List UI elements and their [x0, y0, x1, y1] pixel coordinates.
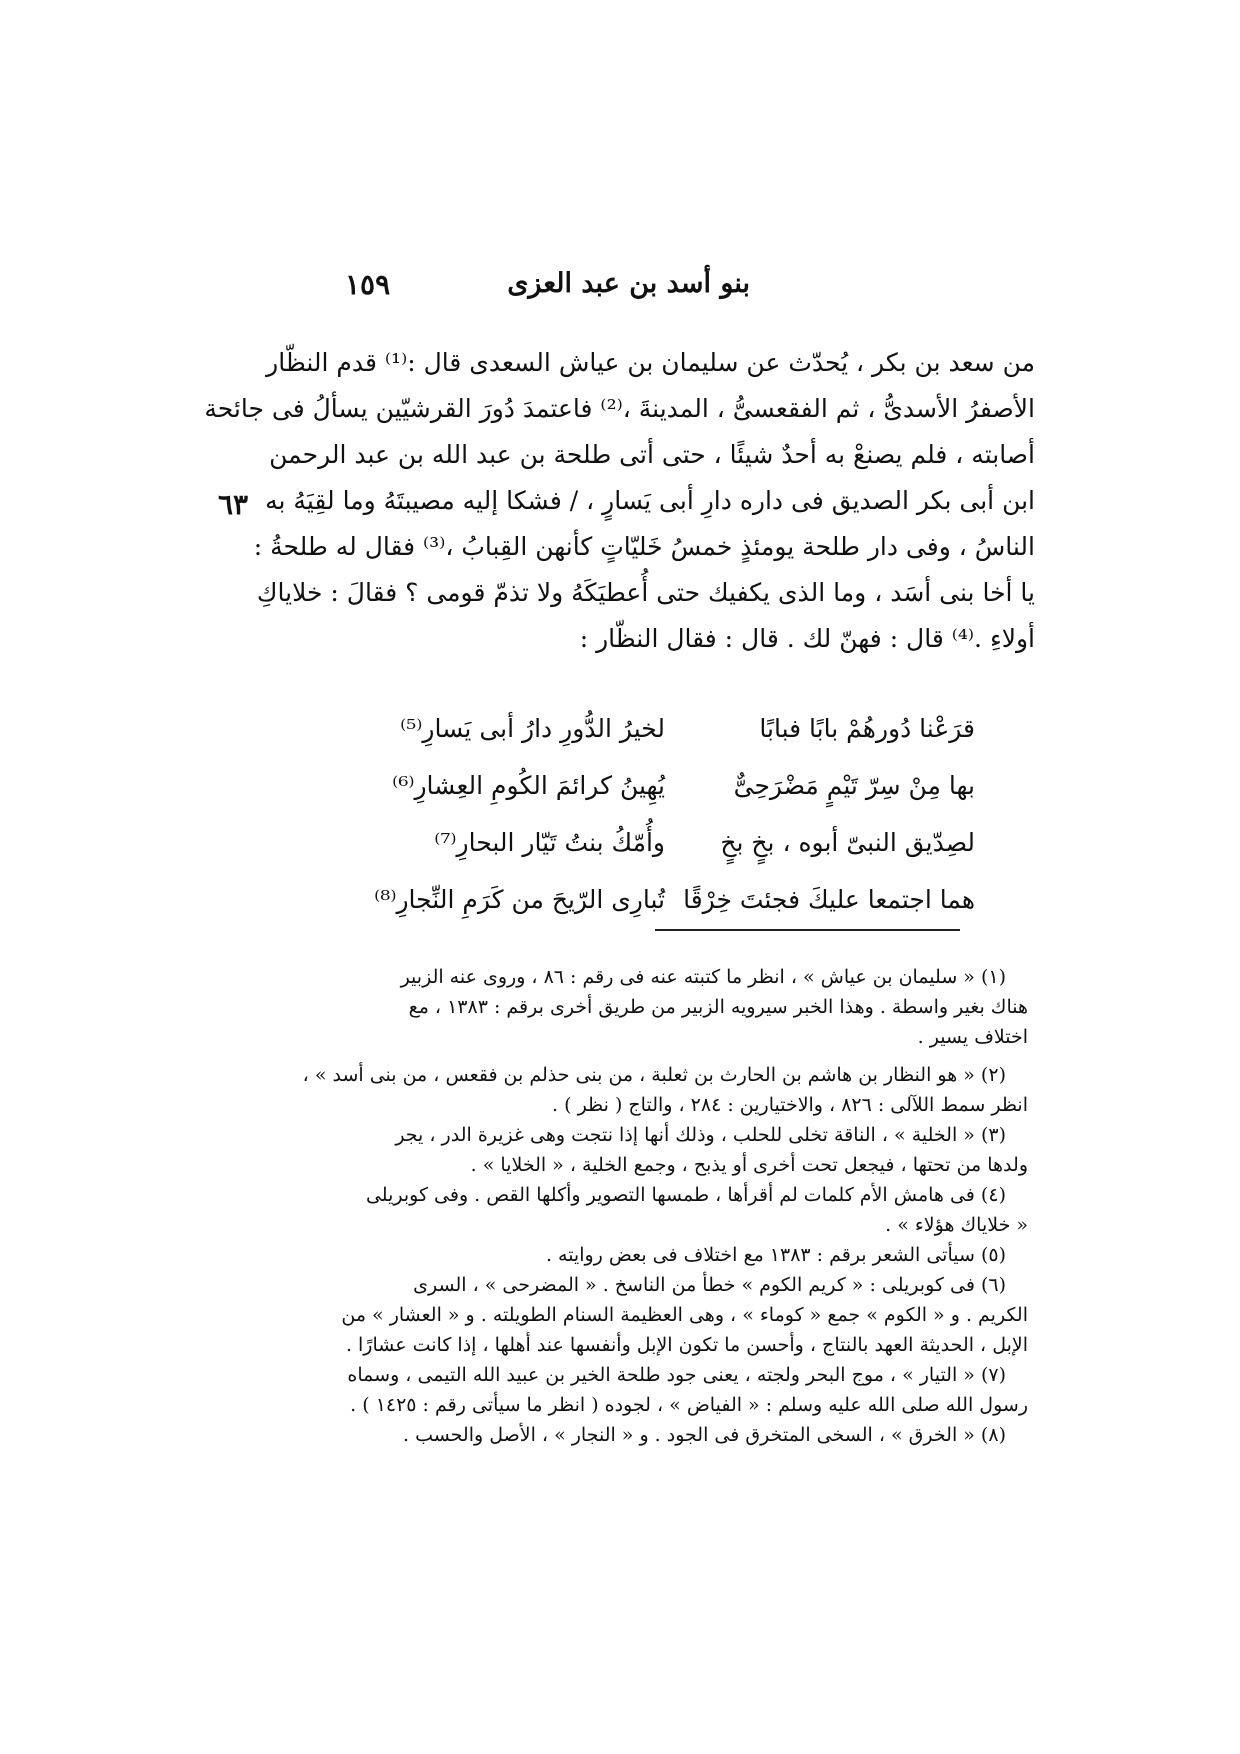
footnote-line: اختلاف يسير .: [917, 1026, 1028, 1048]
footnote-gap: [308, 1052, 1028, 1060]
verse-second-hemistich: وأُمّكُ بنتُ تَيّار البحارِ⁽⁷⁾: [434, 828, 665, 857]
footnote-line: الكريم . و « الكوم » جمع « كوماء » ، وهى العظيمة السنام الطويلته . و « العشار » من: [341, 1304, 1028, 1326]
footnote-4: [308, 1180, 1028, 1240]
footnote-line: (٣) « الخلية » ، الناقة تخلى للحلب ، وذلك أنها إذا نتجت وهى غزيرة الدر ، يجر: [395, 1124, 1006, 1146]
verse-second-hemistich: تُبارِى الرّيحَ من كَرَمِ النِّجارِ⁽⁸⁾: [374, 885, 665, 914]
verse-first-hemistich: لصِدّيق النبىّ أبوه ، بخٍ بخٍ: [720, 828, 975, 857]
footnote-line: (٨) « الخرق » ، السخى المتخرق فى الجود . و « النجار » ، الأصل والحسب .: [402, 1424, 1006, 1446]
footnote-line: (١) « سليمان بن عياش » ، انظر ما كتبته عنه فى رقم : ٨٦ ، وروى عنه الزبير: [400, 966, 1006, 988]
footnote-line: « خلاياك هؤلاء » .: [885, 1214, 1028, 1236]
footnote-line: الإبل ، الحديثة العهد بالنتاج ، وأحسن ما تكون الإبل وأنفسها عند أهلها ، إذا كانت عشارًا .: [345, 1334, 1028, 1356]
verse-second-hemistich: يُهِينُ كرائمَ الكُومِ العِشارِ⁽⁶⁾: [392, 771, 665, 800]
footnote-line: انظر سمط اللآلى : ٨٢٦ ، والاختيارين : ٢٨٤ ، والتاج ( نظر ) .: [552, 1094, 1028, 1116]
verse-first-hemistich: بها مِنْ سِرّ تَيْمٍ مَضْرَحِىٌّ: [733, 771, 975, 800]
verse-second-hemistich: لخيرُ الدُّورِ دارُ أبى يَسارِ⁽⁵⁾: [400, 714, 665, 743]
poem: [365, 700, 975, 928]
footnote-line: رسول الله صلى الله عليه وسلم : « الفياض » ، لجوده ( انظر ما سيأتى رقم : ١٤٢٥ ) .: [350, 1394, 1028, 1416]
body-line: ابن أبى بكر الصديق فى داره دارِ أبى يَسارٍ ، / فشكا إليه مصيبتَهُ وما لقِيَهُ به: [265, 486, 1035, 515]
footnote-line: (٦) فى كوبريلى : « كريم الكوم » خطأ من الناسخ . « المضرحى » ، السرى: [413, 1274, 1006, 1296]
footnote-2: [302, 1060, 1028, 1120]
footnote-line: ولدها من تحتها ، فيجعل تحت أخرى أو يذبح ، وجمع الخلية ، « الخلايا » .: [470, 1154, 1028, 1176]
footnote-1: [308, 962, 1028, 1052]
verse-first-hemistich: هما اجتمعا عليكَ فجئتَ خِرْقًا: [683, 885, 975, 914]
body-line: الأصفرُ الأسدىُّ ، ثم الفقعسىُّ ، المدينةَ ،⁽²⁾ فاعتمدَ دُورَ القرشيّين يسألُ فى جائحة: [204, 394, 1035, 423]
footnote-8: [308, 1420, 1028, 1450]
footnote-line: (٥) سيأتى الشعر برقم : ١٣٨٣ مع اختلاف فى بعض روايته .: [545, 1244, 1006, 1266]
footnote-separator: [655, 929, 960, 931]
poem-verse: [365, 871, 975, 928]
footnotes: [302, 962, 1028, 1450]
footnote-line: (٧) « التيار » ، موج البحر ولجته ، يعنى جود طلحة الخير بن عبيد الله التيمى ، وسماه: [347, 1364, 1006, 1386]
body-line: أصابته ، فلم يصنعْ به أحدٌ شيئًا ، حتى أتى طلحة بن عبد الله بن عبد الرحمن: [269, 440, 1035, 469]
poem-verse: [365, 757, 975, 814]
footnote-3: [308, 1120, 1028, 1180]
footnote-5: [308, 1240, 1028, 1270]
margin-number: ٦٣: [218, 488, 249, 521]
footnote-line: (٤) فى هامش الأم كلمات لم أقرأها ، طمسها التصوير وأكلها القص . وفى كوبريلى: [365, 1184, 1006, 1206]
footnote-7: [308, 1360, 1028, 1420]
body-line: الناسُ ، وفى دار طلحة يومئذٍ خمسُ خَليّاتٍ كأنهن القِبابُ ،⁽³⁾ فقال له طلحةُ :: [253, 532, 1035, 561]
body-line: أولاءِ .⁽⁴⁾ قال : فهنّ لك . قال : فقال النظّار :: [579, 624, 1035, 653]
verse-first-hemistich: قرَعْنا دُورهُمْ بابًا فبابًا: [759, 714, 975, 743]
footnote-line: (٢) « هو النظار بن هاشم بن الحارث بن ثعلبة ، من بنى حذلم بن فقعس ، من بنى أسد » ،: [302, 1064, 1006, 1086]
footnote-line: هناك بغير واسطة . وهذا الخبر سيرويه الزبير من طريق أخرى برقم : ١٣٨٣ ، مع: [408, 996, 1028, 1018]
page-header: [300, 268, 1000, 318]
body-line: من سعد بن بكر ، يُحدّث عن سليمان بن عياش السعدى قال :⁽¹⁾ قدم النظّار: [266, 348, 1035, 377]
poem-verse: [365, 700, 975, 757]
footnote-6: [308, 1270, 1028, 1360]
page-number: ١٥٩: [345, 268, 391, 301]
running-title: بنو أسد بن عبد العزى: [507, 268, 750, 299]
body-line: يا أخا بنى أسَد ، وما الذى يكفيك حتى أُعطيَكَهُ ولا تذمّ قومى ؟ فقالَ : خلاياكِ: [256, 578, 1035, 607]
poem-verse: [365, 814, 975, 871]
